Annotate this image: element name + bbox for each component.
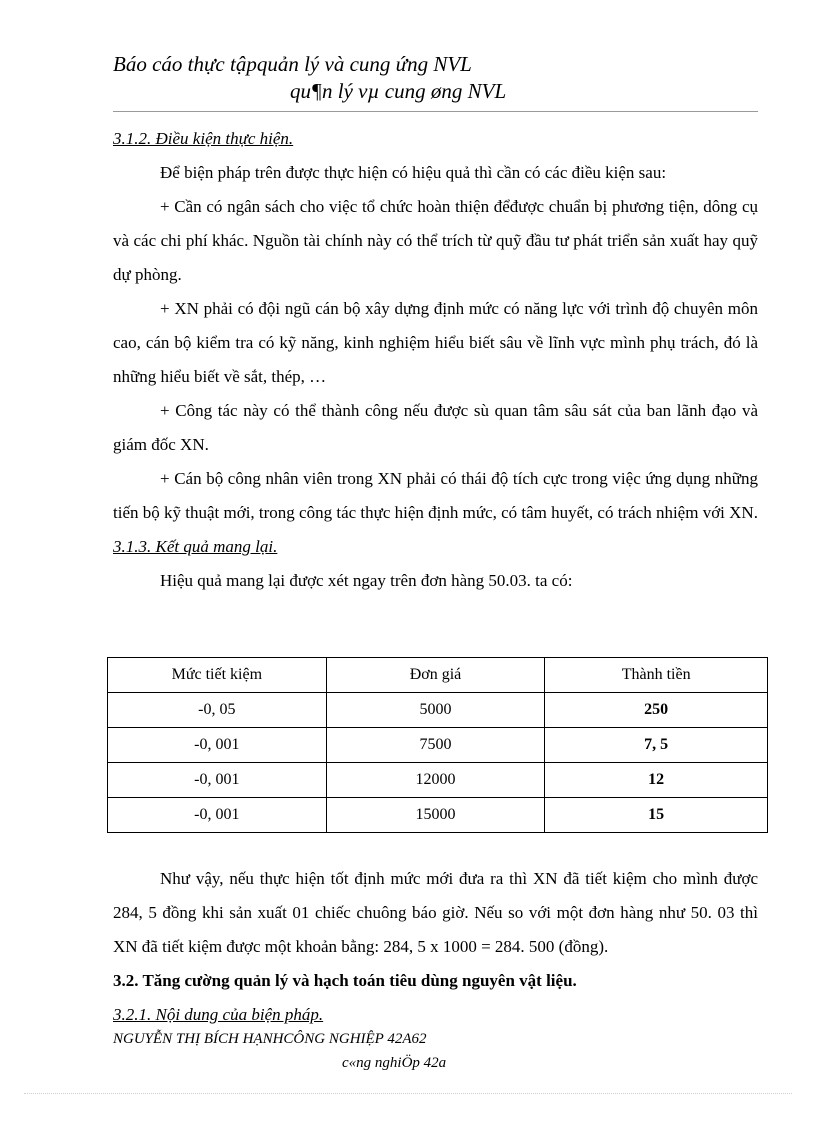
section-heading-3-2-1: 3.2.1. Nội dung của biện pháp. xyxy=(113,1005,324,1024)
paragraph-budget: + Cần có ngân sách cho việc tổ chức hoàn thiện đểđược chuẩn bị phương tiện, dông cụ và các chi phí khác. Nguồn tài chính này có thể trích từ quỹ đầu tư phát triển sản xuất hay quỹ dự phòng. xyxy=(113,197,758,284)
report-subtitle: qu¶n lý vµ cung øng NVL xyxy=(290,79,507,103)
column-header-savings: Mức tiết kiệm xyxy=(108,658,327,693)
cell-savings: -0, 05 xyxy=(108,693,327,728)
cell-unit-price: 7500 xyxy=(326,728,545,763)
cell-savings: -0, 001 xyxy=(108,763,327,798)
table-header-row xyxy=(108,658,768,693)
footer-author: NGUYỄN THỊ BÍCH HẠNHCÔNG NGHIỆP 42A62 xyxy=(113,1031,427,1047)
page-bottom-edge xyxy=(24,1093,792,1094)
main-content xyxy=(113,122,758,598)
table-row xyxy=(108,798,768,833)
cell-savings: -0, 001 xyxy=(108,798,327,833)
section-heading-3-1-2: 3.1.2. Điều kiện thực hiện. xyxy=(113,129,294,148)
cell-amount: 12 xyxy=(545,763,768,798)
paragraph-staff: + XN phải có đội ngũ cán bộ xây dựng định mức có năng lực với trình độ chuyên môn cao, cán bộ kiểm tra có kỹ năng, kinh nghiệm hiểu biết sâu về lĩnh vực mình phụ trách, đó là những hiểu biết về sắt, thép, … xyxy=(113,299,758,386)
paragraph-conclusion: Như vậy, nếu thực hiện tốt định mức mới đưa ra thì XN đã tiết kiệm cho mình được 284, 5 đồng khi sản xuất 01 chiếc chuông báo giờ. Nếu so với một đơn hàng như 50. 03 thì XN đã tiết kiệm được một khoản bằng: 284, 5 x 1000 = 284. 500 (đồng). xyxy=(113,869,758,956)
paragraph-intro: Để biện pháp trên được thực hiện có hiệu quả thì cần có các điều kiện sau: xyxy=(160,163,667,182)
footer-department: c«ng nghiÖp 42a xyxy=(342,1055,447,1071)
cell-amount: 250 xyxy=(545,693,768,728)
cell-unit-price: 5000 xyxy=(326,693,545,728)
cell-unit-price: 15000 xyxy=(326,798,545,833)
table-row xyxy=(108,763,768,798)
cell-savings: -0, 001 xyxy=(108,728,327,763)
savings-table xyxy=(107,657,768,833)
section-heading-3-2: 3.2. Tăng cường quản lý và hạch toán tiêu dùng nguyên vật liệu. xyxy=(113,971,577,990)
table-row xyxy=(108,693,768,728)
header-divider xyxy=(113,111,758,112)
table-intro: Hiệu quả mang lại được xét ngay trên đơn hàng 50.03. ta có: xyxy=(160,571,573,590)
report-title: Báo cáo thực tậpquản lý và cung ứng NVL xyxy=(113,52,472,76)
conclusion-content xyxy=(113,862,758,1032)
paragraph-leadership: + Công tác này có thể thành công nếu được sù quan tâm sâu sát của ban lãnh đạo và giám đốc XN. xyxy=(113,401,758,454)
column-header-unit-price: Đơn giá xyxy=(326,658,545,693)
cell-amount: 15 xyxy=(545,798,768,833)
column-header-amount: Thành tiền xyxy=(545,658,768,693)
cell-unit-price: 12000 xyxy=(326,763,545,798)
section-heading-3-1-3: 3.1.3. Kết quả mang lại. xyxy=(113,537,278,556)
paragraph-employees: + Cán bộ công nhân viên trong XN phải có thái độ tích cực trong việc ứng dụng những tiến bộ kỹ thuật mới, trong công tác thực hiện định mức, có tâm huyết, có trách nhiệm với XN. xyxy=(113,469,758,522)
table-row xyxy=(108,728,768,763)
cell-amount: 7, 5 xyxy=(545,728,768,763)
